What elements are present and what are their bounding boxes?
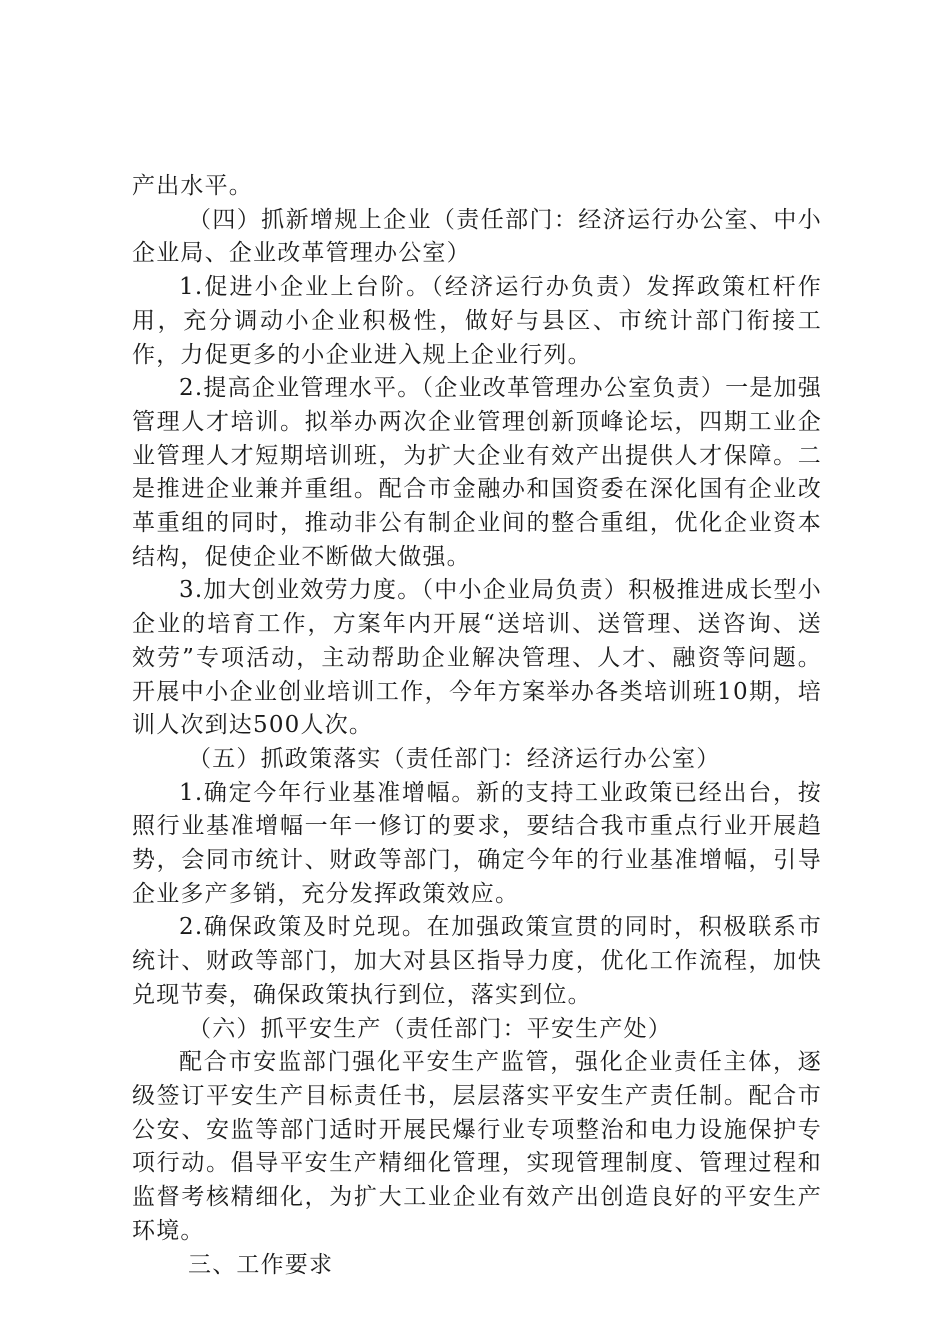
paragraph-4-1: 1.促进小企业上台阶。（经济运行办负责）发挥政策杠杆作用，充分调动小企业积极性，做好与县区、市统计部门衔接工作，力促更多的小企业进入规上企业行列。 — [132, 274, 822, 368]
paragraph-6-1: 配合市安监部门强化平安生产监管，强化企业责任主体，逐级签订平安生产目标责任书，层层落实平安生产责任制。配合市公安、安监等部门适时开展民爆行业专项整治和电力设施保护专项行动。倡导平安生产精细化管理，实现管理制度、管理过程和监督考核精细化，为扩大工业企业有效产出创造良好的平安生产环境。 — [132, 1049, 822, 1244]
paragraph-5-2: 2.确保政策及时兑现。在加强政策宣贯的同时，积极联系市统计、财政等部门，加大对县区指导力度，优化工作流程，加快兑现节奏，确保政策执行到位，落实到位。 — [132, 914, 822, 1008]
section-heading-5: （五）抓政策落实（责任部门：经济运行办公室） — [188, 745, 721, 772]
paragraph-4-2: 2.提高企业管理水平。（企业改革管理办公室负责）一是加强管理人才培训。拟举办两次企业管理创新顶峰论坛，四期工业企业管理人才短期培训班，为扩大企业有效产出提供人才保障。二是推进企业兼并重组。配合市金融办和国资委在深化国有企业改革重组的同时，推动非公有制企业间的整合重组，优化企业资本结构，促使企业不断做大做强。 — [132, 375, 822, 570]
paragraph-5-1: 1.确定今年行业基准增幅。新的支持工业政策已经出台，按照行业基准增幅一年一修订的要求，要结合我市重点行业开展趋势，会同市统计、财政等部门，确定今年的行业基准增幅，引导企业多产多销，充分发挥政策效应。 — [132, 779, 822, 907]
section-heading-6: （六）抓平安生产（责任部门：平安生产处） — [188, 1015, 672, 1042]
section-heading-4: （四）抓新增规上企业（责任部门：经济运行办公室、中小企业局、企业改革管理办公室） — [132, 206, 822, 267]
document-body — [132, 170, 822, 1282]
paragraph-4-3: 3.加大创业效劳力度。（中小企业局负责）积极推进成长型小企业的培育工作，方案年内开展“送培训、送管理、送咨询、送效劳”专项活动，主动帮助企业解决管理、人才、融资等问题。开展中小企业创业培训工作，今年方案举办各类培训班10期，培训人次到达500人次。 — [132, 577, 822, 739]
section-heading-requirements: 三、工作要求 — [188, 1251, 334, 1278]
paragraph-continuation: 产出水平。 — [132, 173, 253, 199]
